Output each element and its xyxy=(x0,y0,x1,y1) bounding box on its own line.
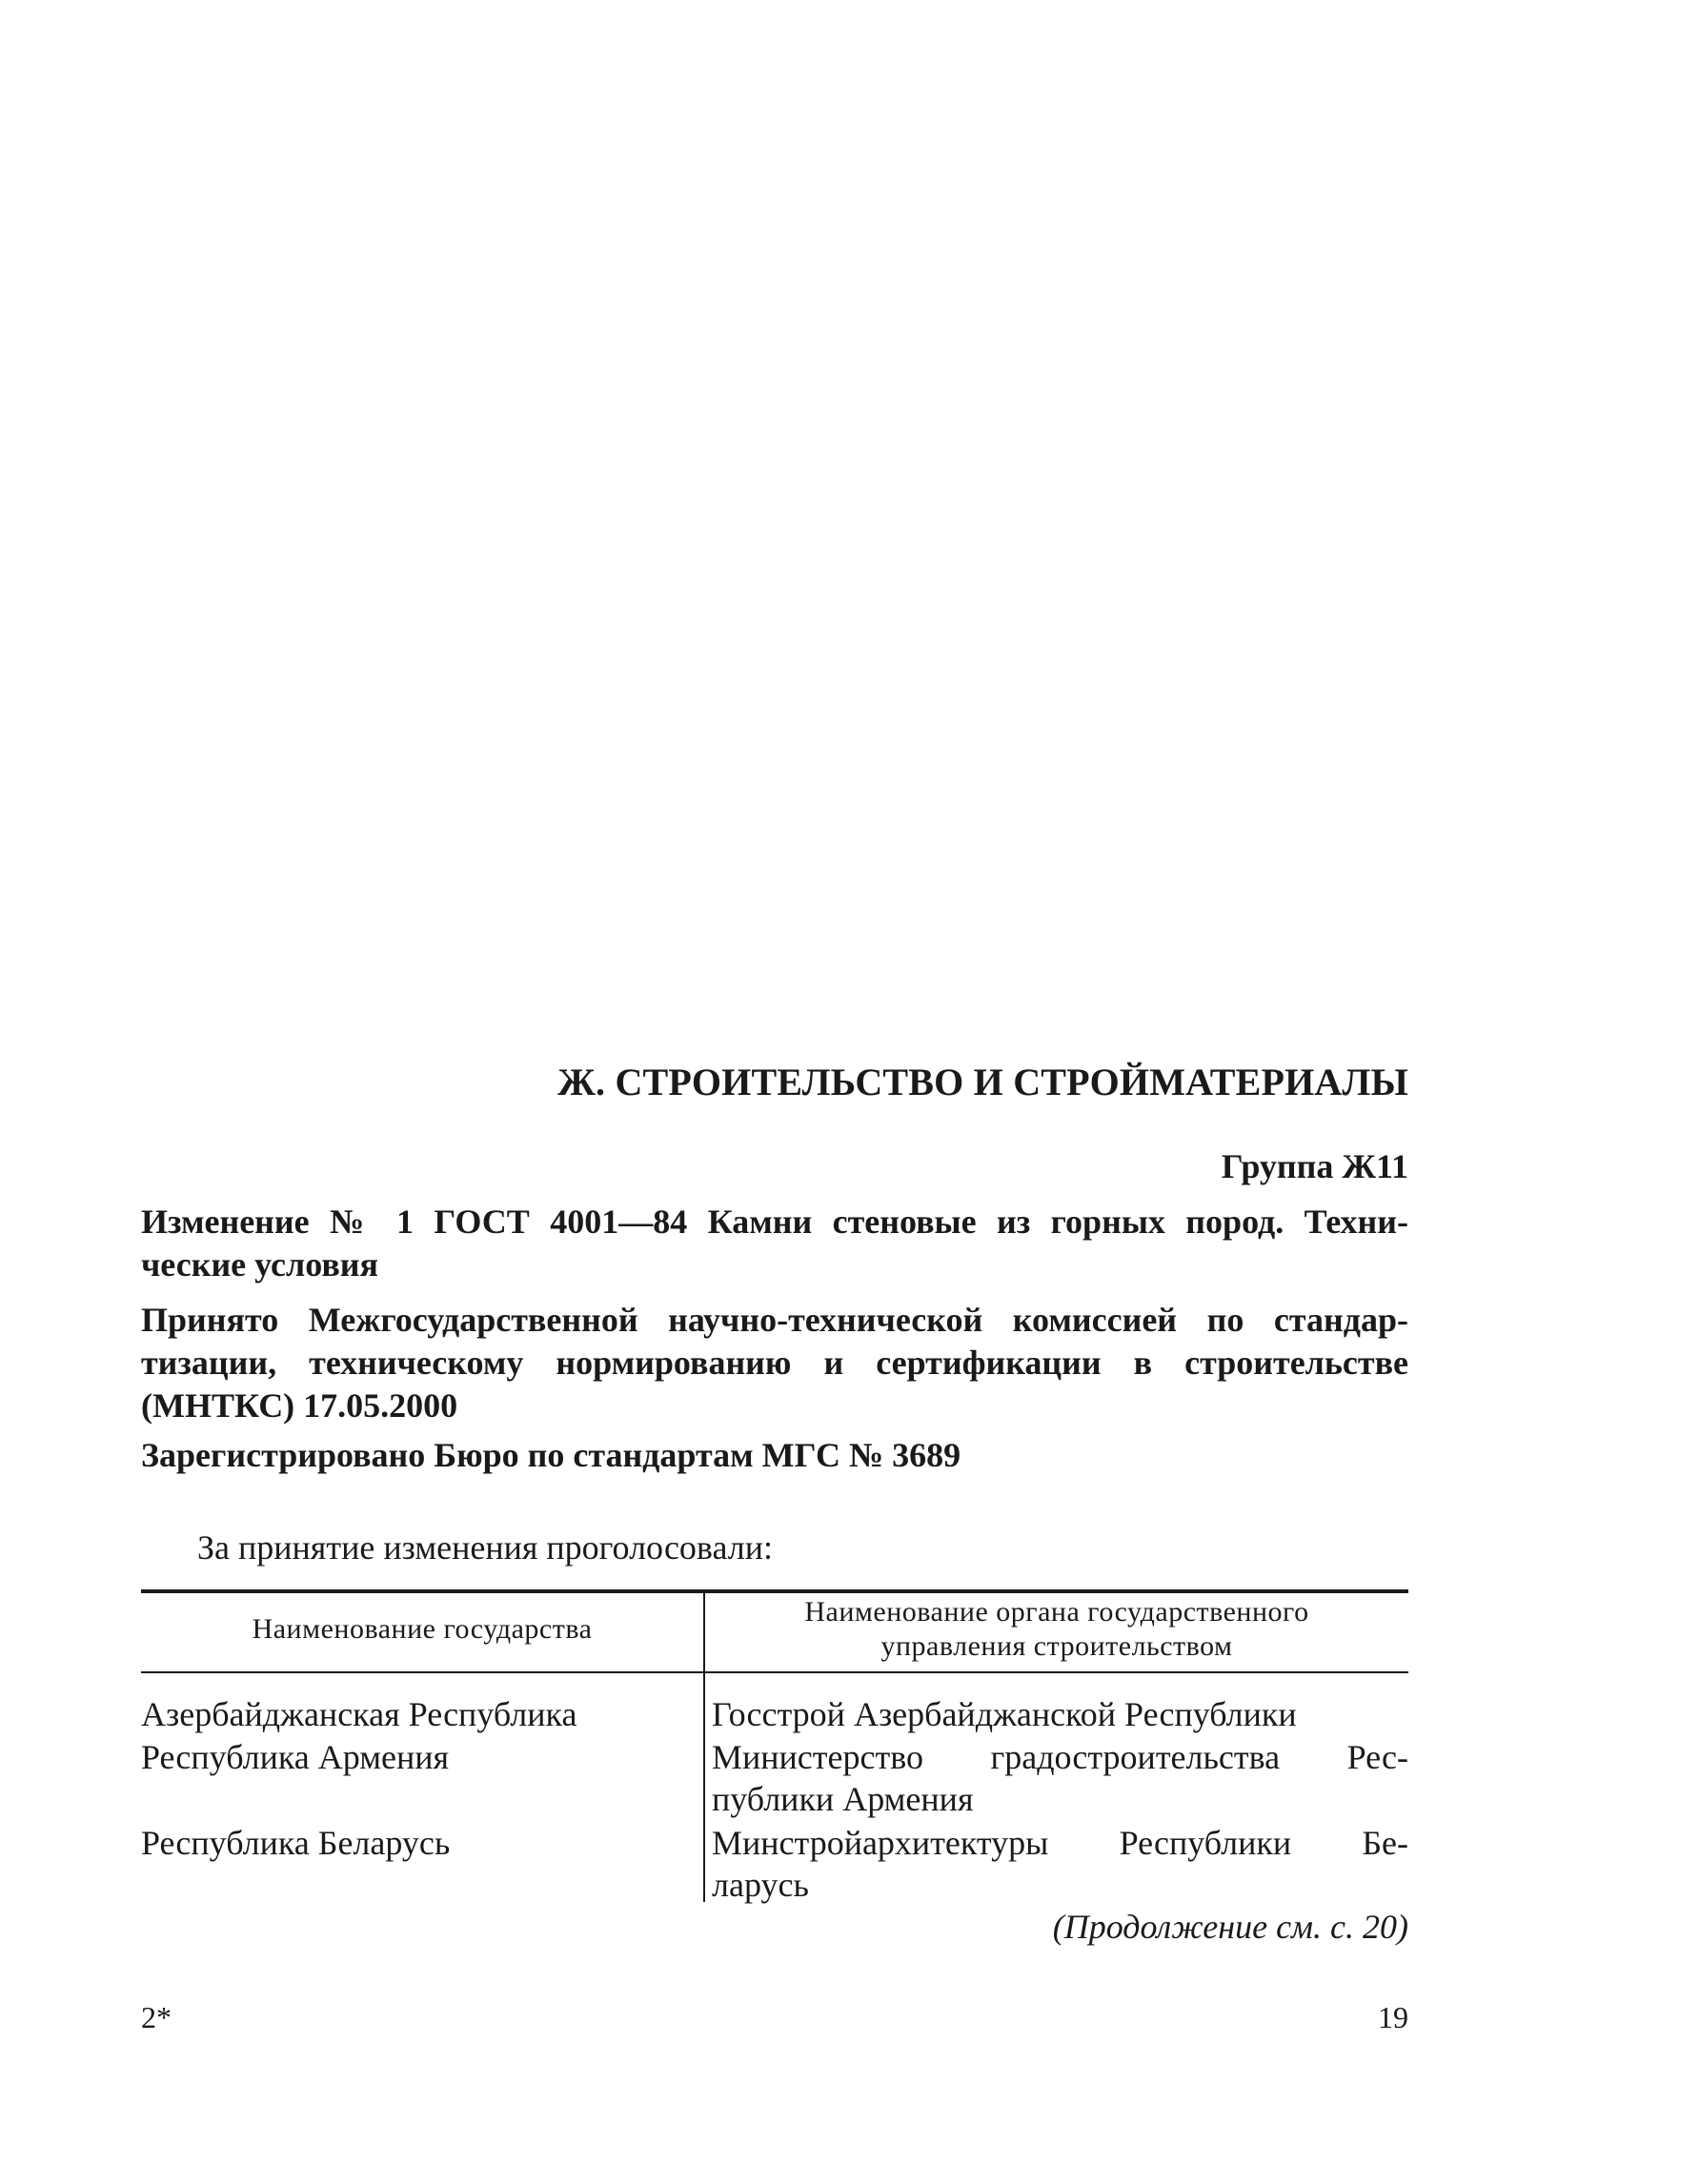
adoption-statement xyxy=(141,1299,1408,1427)
header-authority xyxy=(705,1595,1408,1664)
change-title xyxy=(141,1201,1408,1286)
authority-cell xyxy=(712,1693,1408,1735)
header-state: Наименование государства xyxy=(252,1613,593,1645)
table-top-rule xyxy=(141,1589,1408,1593)
state-cell: Республика Армения xyxy=(141,1738,450,1776)
state-cell: Азербайджанская Республика xyxy=(141,1695,577,1733)
authority-line: Минстройархитектуры Республики Бе- xyxy=(712,1824,1408,1862)
authority-line: ларусь xyxy=(712,1866,809,1904)
adoption-line: тизации, техническому нормированию и сертификации в строительстве xyxy=(141,1344,1408,1382)
page-number: 19 xyxy=(1378,2000,1408,2034)
state-cell: Республика Беларусь xyxy=(141,1824,451,1862)
adoption-line: (МНТКС) 17.05.2000 xyxy=(141,1386,458,1425)
continuation-note: (Продолжение см. с. 20) xyxy=(1052,1908,1408,1946)
authority-cell xyxy=(712,1822,1408,1906)
group-label: Группа Ж11 xyxy=(1221,1147,1408,1185)
registration-statement xyxy=(141,1434,1408,1477)
registration-line: Зарегистрировано Бюро по стандартам МГС № 3689 xyxy=(141,1436,961,1474)
header-authority-line: управления строительством xyxy=(880,1630,1233,1662)
change-title-line: Изменение № 1 ГОСТ 4001—84 Камни стеновые из горных пород. Техни- xyxy=(141,1203,1408,1241)
authority-line: Министерство градостроительства Рес- xyxy=(712,1738,1408,1776)
vote-intro: За принятие изменения проголосовали: xyxy=(197,1528,773,1567)
authority-cell xyxy=(712,1736,1408,1820)
header-authority-line: Наименование органа государственного xyxy=(804,1596,1309,1628)
authority-line: публики Армения xyxy=(712,1780,974,1818)
signature-mark: 2* xyxy=(141,2000,172,2034)
document-page xyxy=(141,0,1408,2184)
table-header-rule xyxy=(141,1671,1408,1673)
section-heading: Ж. СТРОИТЕЛЬСТВО И СТРОЙМАТЕРИАЛЫ xyxy=(557,1061,1408,1103)
authority-line: Госстрой Азербайджанской Республики xyxy=(712,1695,1297,1733)
adoption-line: Принято Межгосударственной научно-технической комиссией по стандар- xyxy=(141,1301,1408,1339)
change-title-line: ческие условия xyxy=(141,1245,378,1284)
